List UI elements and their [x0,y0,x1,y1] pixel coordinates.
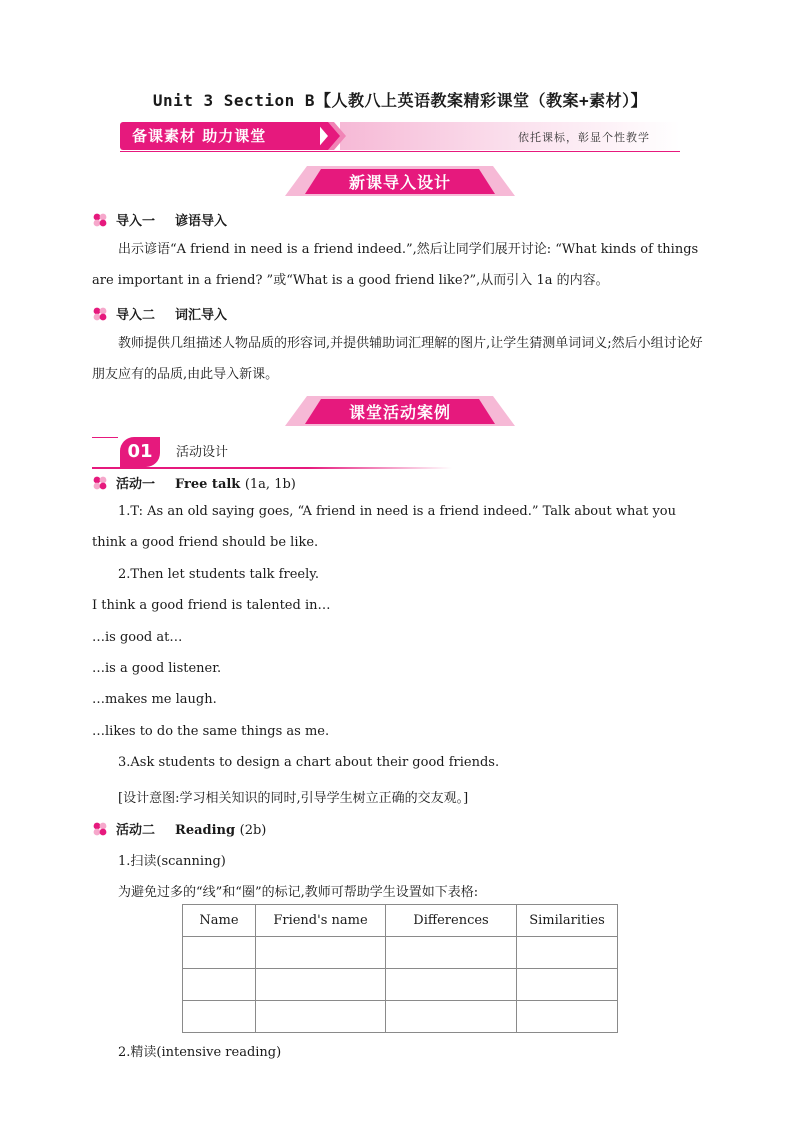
flower-bullet-icon [92,306,108,322]
activity1-note: [设计意图:学习相关知识的同时,引导学生树立正确的交友观。] [118,791,469,806]
activity1-title: Free talk [175,477,241,492]
intro1-label: 导入一 [116,214,156,229]
section-heading-intro [285,166,515,196]
chevron-right-icon [316,122,346,150]
activity1-label: 活动一 [116,477,156,492]
table-cell [386,937,517,969]
intro1-text: 出示谚语“A friend in need is a friend indeed.”,然后让同学们展开讨论: “What kinds of things are important in a friend? ”或“What is a good friend like?”,从而引入 1a 的内容。 [92,242,699,288]
table-cell [386,1001,517,1033]
header-line [92,437,118,438]
table-cell [517,969,618,1001]
intro2-label: 导入二 [116,308,156,323]
example-line: I think a good friend is talented in… [92,598,331,613]
banner-right-label: 依托课标，彰显个性教学 [518,131,650,144]
table-header-cell: Friend's name [256,905,386,937]
intro2-title: 词汇导入 [175,308,228,323]
table-cell [183,937,256,969]
table-cell [517,937,618,969]
header-underline [92,467,452,469]
flower-bullet-icon [92,212,108,228]
flower-bullet-icon [92,821,108,837]
table-cell [183,969,256,1001]
table-cell [517,1001,618,1033]
intro2-text: 教师提供几组描述人物品质的形容词,并提供辅助词汇理解的图片,让学生猜测单词词义;然后小组讨论好朋友应有的品质,由此导入新课。 [92,336,703,382]
table-cell [256,1001,386,1033]
activity2-label: 活动二 [116,823,156,838]
activity-design-header [92,433,452,469]
table-row [183,969,618,1001]
table-cell [386,969,517,1001]
page-title: Unit 3 Section B【人教八上英语教案精彩课堂（教案+素材）】 [152,91,648,110]
activity1-heading [92,473,296,492]
banner-left-label: 备课素材 助力课堂 [120,122,320,150]
table-cell [183,1001,256,1033]
resource-banner [120,122,680,152]
table-header-row [183,905,618,937]
table-header-cell: Differences [386,905,517,937]
table-row [183,1001,618,1033]
flower-bullet-icon [92,475,108,491]
intro1-title: 谚语导入 [175,214,228,229]
activity-number-badge: 01 [120,437,160,467]
example-line: …is good at… [92,630,183,645]
example-line: …makes me laugh. [92,692,217,707]
section-heading-text: 课堂活动案例 [348,403,451,422]
table-cell [256,937,386,969]
activity2-step2: 2.精读(intensive reading) [118,1045,282,1060]
table-header-cell: Similarities [517,905,618,937]
section-heading-activities [285,396,515,426]
activity2-heading [92,819,266,838]
example-line: …likes to do the same things as me. [92,724,330,739]
activity-design-label: 活动设计 [176,445,229,460]
activity2-ref: (2b) [239,823,267,838]
activity1-ref: (1a, 1b) [244,477,296,492]
intro2-heading [92,304,227,323]
activity1-step1: 1.T: As an old saying goes, “A friend in need is a friend indeed.” Talk about what you think a good friend should be like. [92,504,676,550]
table-row [183,937,618,969]
activity2-step1-note: 为避免过多的“线”和“圈”的标记,教师可帮助学生设置如下表格: [118,885,479,900]
banner-divider [120,151,680,152]
example-line: …is a good listener. [92,661,222,676]
activity2-title: Reading [175,823,236,838]
reading-table [182,904,618,1033]
activity1-step2: 2.Then let students talk freely. [118,567,319,582]
intro1-heading [92,210,227,229]
table-header-cell: Name [183,905,256,937]
activity1-step3: 3.Ask students to design a chart about their good friends. [118,755,500,770]
section-heading-text: 新课导入设计 [348,173,451,192]
activity2-step1: 1.扫读(scanning) [118,854,226,869]
table-cell [256,969,386,1001]
